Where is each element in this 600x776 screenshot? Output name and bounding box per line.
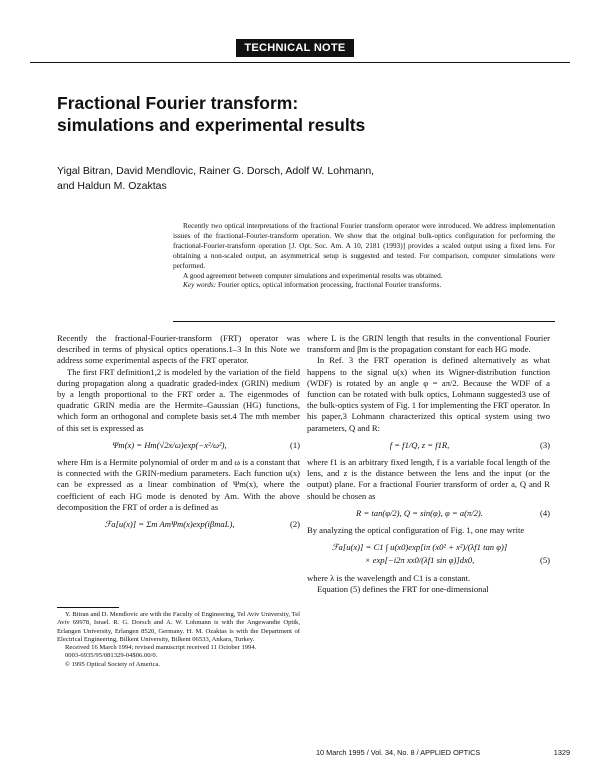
equation-4-number: (4) [539,507,550,518]
article-title [57,92,537,136]
author-list [57,164,537,194]
keywords-text: Fourier optics, optical information processing, fractional Fourier transforms. [218,280,442,290]
journal-citation: 10 March 1995 / Vol. 34, No. 8 / APPLIED OPTICS [316,748,481,757]
abstract-rule [173,321,555,322]
equation-2 [57,519,300,530]
equation-3 [307,440,550,451]
right-paragraph-4: By analyzing the optical configuration of Fig. 1, one may write [307,525,525,536]
left-column [57,333,300,536]
left-paragraph-2: The first FRT definition1,2 is modeled by the variation of the field during propagation along a quadratic graded-index (GRIN) medium by a length proportional to the FRT order a. The eigenmodes of quadratic GRIN media are the Hermite–Gaussian (HG) functions, which form an orthogonal and complete basis set.4 The mth member of this set is expressed as [57,366,300,433]
abstract-paragraph-1: Recently two optical interpretations of the fractional Fourier transform operator were introduced. We address implementation issues of the fractional-Fourier-transform operation. We show that the original bulk-optics configuration for performing the fractional-Fourier-transform operation [J. Opt. Soc. Am. A 10, 2181 (1993)] provides a scaled output using a fixed lens. For obtaining a non-scaled output, an asymmetrical setup is suggested and tested. For comparison, computer simulations were performed. [173,221,555,270]
authors-line-2: and Haldun M. Ozaktas [57,180,167,192]
footnote [57,611,300,669]
equation-1-body: Ψm(x) = Hm(√2x/ω)exp(−x²/ω²), [112,439,227,450]
equation-4 [307,508,550,519]
right-paragraph-3: where f1 is an arbitrary fixed length, f is a variable focal length of the lens, and z is the distance between the lens and the input (or the output) plane. For a fractional Fourier transform of order a, Q and R should be chosen as [307,457,550,501]
right-paragraph-5: where λ is the wavelength and C1 is a constant. [307,572,471,583]
keywords-label: Key words: [183,280,217,290]
left-paragraph-1: Recently the fractional-Fourier-transform (FRT) operator was described in terms of physical optics operations.1–3 In this Note we address some experimental aspects of the FRT operator. [57,333,300,366]
footnote-received: Received 16 March 1994; revised manuscript received 11 October 1994. [65,644,257,652]
footnote-code: 0003-6935/95/081329-04$06.00/0. [65,652,158,660]
keywords-line [173,280,555,290]
abstract-paragraph-2: A good agreement between computer simulations and experimental results was obtained. [183,270,443,280]
section-banner: TECHNICAL NOTE [236,39,354,57]
equation-2-body: ℱa[u(x)] = Σm AmΨm(x)exp(iβmaL), [104,519,235,530]
equation-5-line-2 [307,555,550,566]
right-paragraph-6: Equation (5) defines the FRT for one-dimensional [317,583,489,594]
authors-line-1: Yigal Bitran, David Mendlovic, Rainer G. Dorsch, Adolf W. Lohmann, [57,165,375,177]
header-rule [30,62,570,63]
equation-5-body-a: ℱa[u(x)] = C1 ∫ u(x0)exp[iπ (x0² + x²)/(λf1 tan φ)] [331,542,508,553]
abstract [173,221,555,290]
equation-4-body: R = tan(φ/2), Q = sin(φ), φ = a(π/2). [356,507,483,518]
equation-2-number: (2) [289,519,300,530]
title-line-1: Fractional Fourier transform: [57,93,299,113]
right-paragraph-1: where L is the GRIN length that results in the conventional Fourier transform and βm is the propagation constant for each HG mode. [307,333,550,355]
equation-1 [57,440,300,451]
running-footer [316,748,570,757]
equation-5-number: (5) [539,555,550,566]
page-number: 1329 [553,748,570,757]
footnote-rule [57,607,119,608]
footnote-copyright: © 1995 Optical Society of America. [65,660,161,668]
footnote-affiliations: Y. Bitran and D. Mendlovic are with the Faculty of Engineering, Tel Aviv University, Tel Aviv 69978, Israel. R. G. Dorsch and A. W. Lohmann is with the Angewandte Optik, Erlangen University, Erlangen 8520, Germany. H. M. Ozaktas is with the Department of Electrical Engineering, Bilkent University, Bilkent 06533, Ankara, Turkey. [57,611,300,643]
equation-5-body-b: × exp[−i2π xx0/(λf1 sin φ)]dx0, [364,555,475,566]
equation-3-body: f = f1/Q, z = f1R, [389,439,450,450]
right-column [307,333,550,595]
right-paragraph-2: In Ref. 3 the FRT operation is defined alternatively as what happens to the signal u(x) when its Wigner-distribution function (WDF) is rotated by an angle φ = aπ/2. Because the WDF of a function can be rotated with bulk optics, Lohmann suggested3 use of the bulk-optics system of Fig. 1 for implementing the FRT operator. In his paper,3 Lohmann characterized this optical system using two parameters, Q and R: [307,355,550,433]
equation-1-number: (1) [289,439,300,450]
title-line-2: simulations and experimental results [57,115,366,135]
equation-3-number: (3) [539,439,550,450]
left-paragraph-3: where Hm is a Hermite polynomial of order m and ω is a constant that is connected with the GRIN-medium parameters. Each function u(x) can be expressed as a linear combination of Ψm(x), where the coefficient of each HG mode is denoted by Am. With the above decomposition the FRT of order a is defined as [57,457,300,512]
equation-5-line-1 [307,542,550,553]
